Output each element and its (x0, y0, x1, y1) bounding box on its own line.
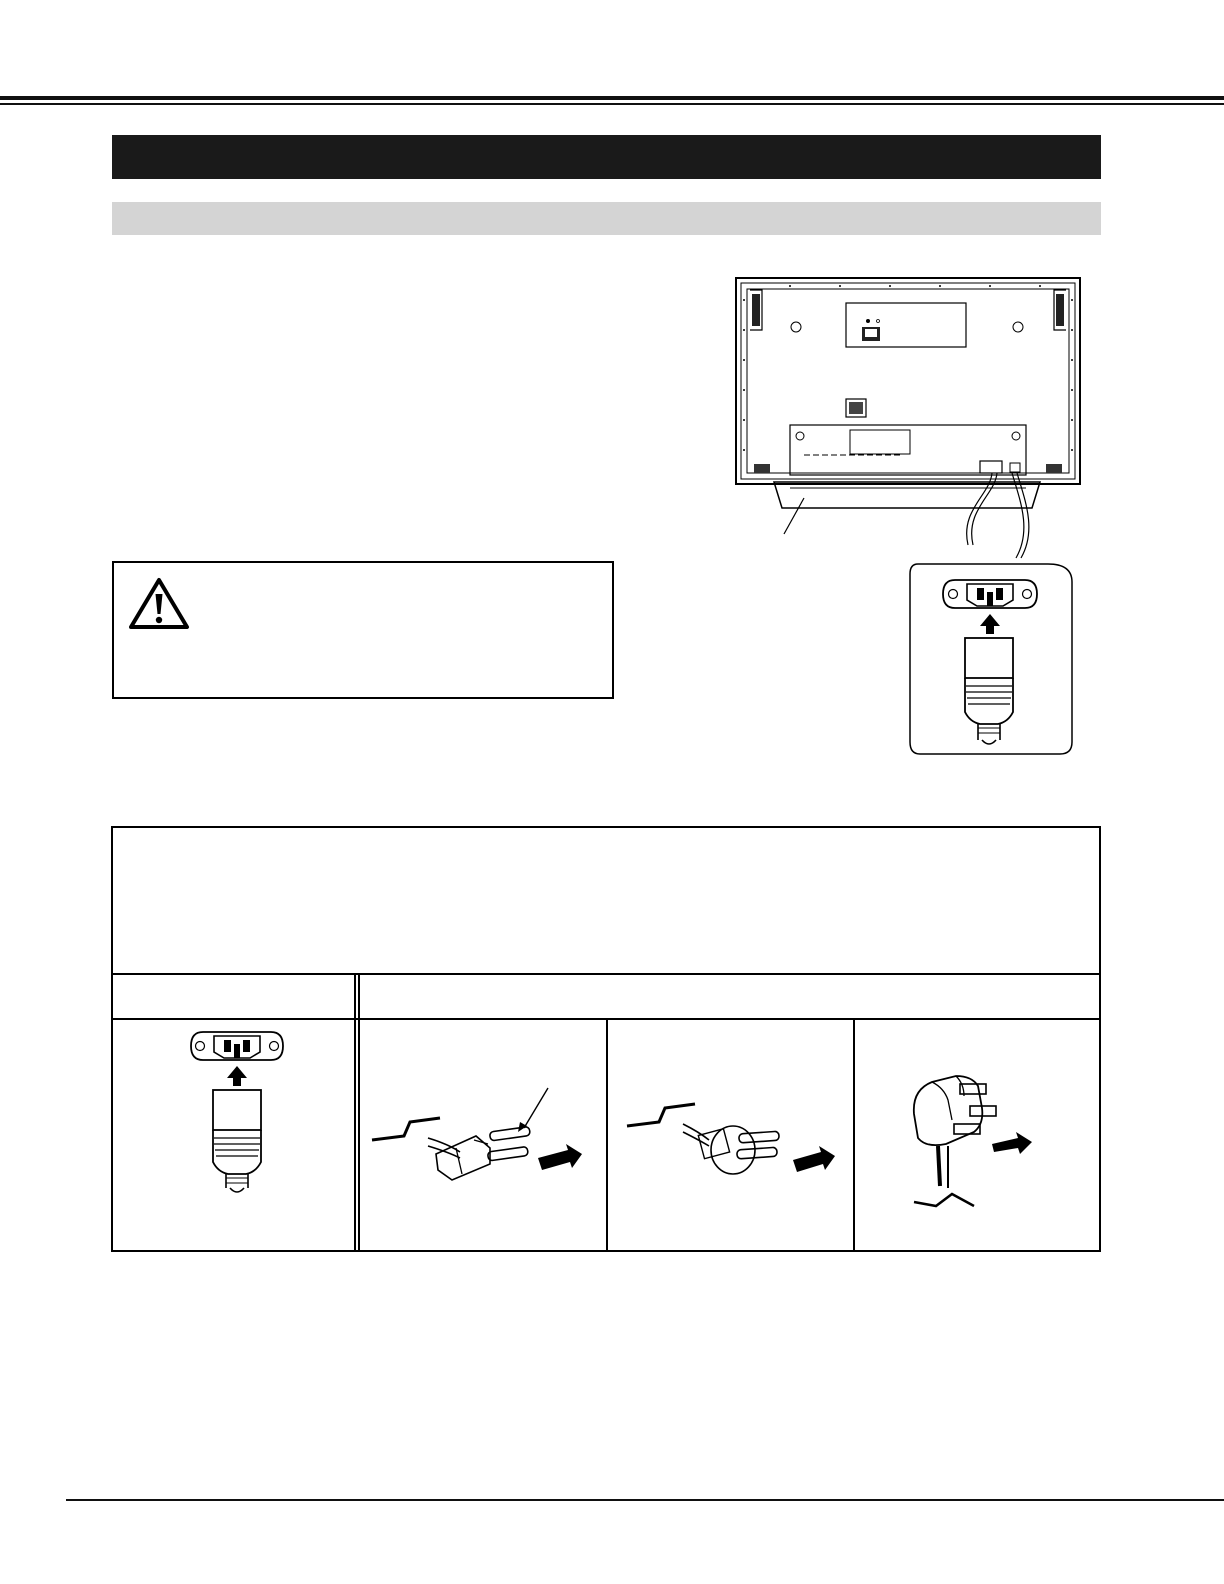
footer-rule (66, 1499, 1224, 1501)
table-vline-3 (853, 1018, 855, 1252)
section-subtitle-bar (112, 202, 1101, 235)
header-rule-thin (0, 103, 1224, 105)
uk-plug-figure (898, 1054, 1098, 1219)
tv-rear-view-figure (720, 270, 1090, 565)
section-title-bar (112, 135, 1101, 179)
table-vline-1b (358, 973, 360, 1252)
table-vline-1a (354, 973, 356, 1252)
ac-inlet-connector-figure (189, 1028, 285, 1203)
plug-types-table (111, 826, 1101, 1252)
caution-box (112, 561, 614, 699)
usa-canada-plug-figure (368, 1078, 588, 1193)
ac-inlet-inset-figure (908, 562, 1074, 761)
continental-europe-plug-figure (623, 1078, 843, 1193)
table-vline-2 (606, 1018, 608, 1252)
table-divider-header (113, 973, 1099, 975)
warning-triangle-icon (128, 577, 190, 636)
header-rule-thick (0, 96, 1224, 100)
